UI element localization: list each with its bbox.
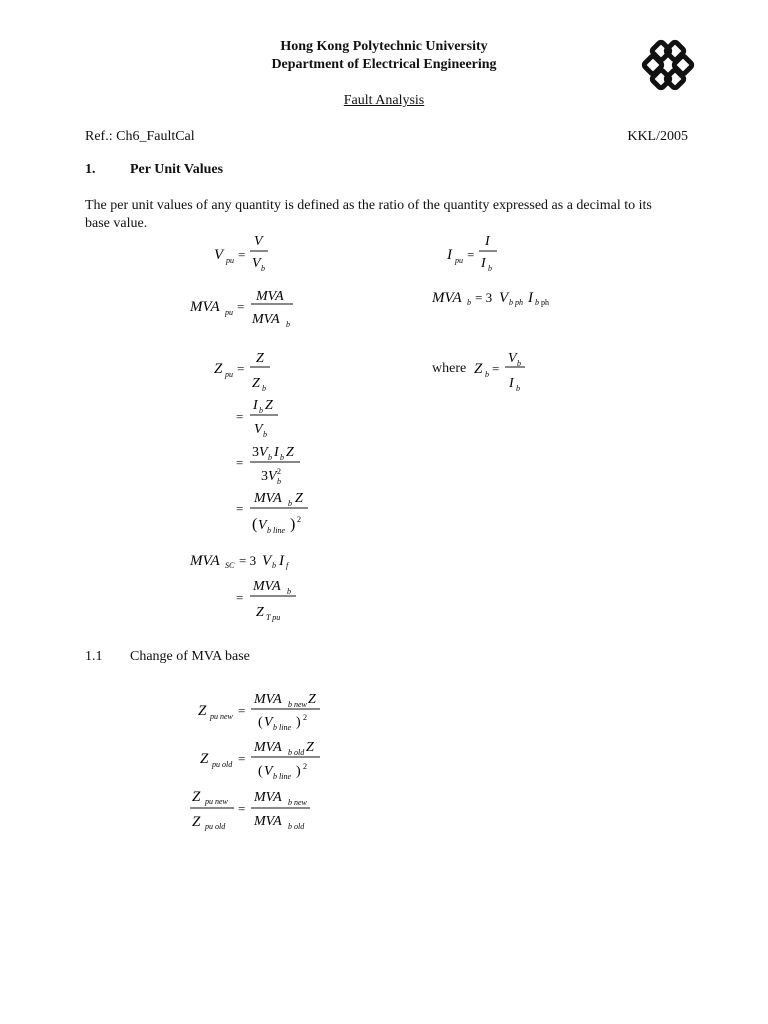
svg-text:=: =: [236, 501, 244, 516]
svg-text:pu new: pu new: [210, 712, 233, 721]
section-title: Per Unit Values: [130, 162, 224, 177]
svg-text:MVA: MVA: [254, 814, 282, 829]
author-year: KKL/2005: [627, 129, 688, 144]
svg-text:MVA: MVA: [190, 299, 220, 315]
svg-text:MVA: MVA: [254, 790, 282, 805]
svg-text:=: =: [237, 361, 245, 376]
svg-text:2: 2: [303, 713, 307, 722]
svg-text:V: V: [254, 422, 263, 437]
svg-text:Z: Z: [200, 751, 209, 767]
equation-current-pu: [445, 232, 515, 278]
svg-text:Z: Z: [286, 445, 294, 460]
svg-text:b: b: [263, 430, 267, 439]
svg-text:Z: Z: [198, 703, 207, 719]
svg-text:Z: Z: [474, 361, 483, 377]
svg-text:=: =: [236, 590, 244, 605]
svg-text:I: I: [274, 445, 279, 460]
svg-text:b: b: [485, 370, 489, 379]
svg-text:pu: pu: [225, 370, 233, 379]
where-label: where: [432, 361, 467, 376]
svg-text:b: b: [272, 561, 276, 570]
svg-text:3: 3: [261, 469, 268, 484]
svg-text:b: b: [286, 320, 290, 329]
svg-text:pu new: pu new: [205, 797, 228, 806]
svg-text:T pu: T pu: [266, 613, 281, 622]
equation-impedance-pu: [212, 346, 322, 538]
svg-text:b ph: b ph: [535, 298, 549, 307]
reference-label: Ref.: Ch6_FaultCal: [85, 129, 195, 144]
svg-text:V: V: [264, 715, 273, 730]
svg-text:b: b: [262, 384, 266, 393]
svg-text:Z: Z: [265, 398, 273, 413]
equation-short-circuit-mva: [190, 548, 310, 624]
svg-text:I: I: [528, 290, 533, 306]
equation-impedance-ratio: [190, 784, 320, 834]
svg-text:Z: Z: [192, 814, 201, 830]
svg-text:b: b: [280, 453, 284, 462]
svg-text:b old: b old: [288, 822, 305, 831]
svg-text:V: V: [254, 234, 263, 249]
svg-text:I: I: [253, 398, 258, 413]
svg-text:b: b: [287, 587, 291, 596]
svg-text:b new: b new: [288, 798, 307, 807]
svg-text:= 3: = 3: [239, 553, 257, 568]
svg-text:pu old: pu old: [212, 760, 233, 769]
svg-text:b: b: [467, 298, 471, 307]
svg-text:Z: Z: [256, 605, 264, 620]
svg-text:=: =: [238, 703, 246, 718]
subsection-title: Change of MVA base: [130, 649, 250, 664]
svg-text:V: V: [264, 764, 273, 779]
svg-text:): ): [290, 516, 296, 533]
svg-text:= 3: = 3: [475, 290, 493, 305]
svg-text:2: 2: [303, 762, 307, 771]
intro-text-line2: base value.: [85, 216, 148, 231]
svg-text:=: =: [238, 751, 246, 766]
svg-text:pu: pu: [226, 256, 234, 265]
equation-base-impedance: [474, 346, 544, 392]
svg-text:b: b: [259, 406, 263, 415]
svg-text:MVA: MVA: [254, 692, 282, 707]
svg-text:pu old: pu old: [205, 822, 226, 831]
svg-text:=: =: [238, 247, 246, 262]
svg-text:(: (: [252, 516, 258, 533]
svg-text:b: b: [516, 384, 520, 393]
svg-text:b: b: [288, 499, 292, 508]
svg-text:I: I: [481, 256, 486, 271]
svg-text:pu: pu: [455, 256, 463, 265]
svg-text:b old: b old: [288, 748, 305, 757]
document-subject: Fault Analysis: [343, 93, 425, 108]
svg-text:Z: Z: [308, 692, 316, 707]
svg-text:I: I: [485, 234, 490, 249]
svg-text:Z: Z: [295, 491, 303, 506]
svg-text:): ): [296, 715, 301, 730]
intro-text-line1: The per unit values of any quantity is defined as the ratio of the quantity expressed as a decimal to its: [85, 198, 652, 213]
svg-text:=: =: [236, 455, 244, 470]
svg-text:=: =: [467, 247, 475, 262]
svg-text:b line: b line: [273, 772, 291, 781]
section-number: 1.: [85, 162, 96, 177]
svg-text:b line: b line: [273, 723, 291, 732]
svg-text:(: (: [258, 764, 263, 779]
svg-text:): ): [296, 764, 301, 779]
svg-text:b: b: [517, 359, 521, 368]
svg-text:MVA: MVA: [256, 289, 284, 304]
svg-text:MVA: MVA: [432, 290, 462, 306]
subsection-number: 1.1: [85, 649, 103, 664]
svg-text:V: V: [499, 290, 509, 306]
svg-text:Z: Z: [214, 361, 223, 377]
svg-text:MVA: MVA: [254, 740, 282, 755]
department-name: Department of Electrical Engineering: [271, 57, 497, 72]
equation-mva-base: [432, 285, 582, 315]
svg-text:2: 2: [297, 515, 301, 524]
svg-text:pu: pu: [225, 308, 233, 317]
svg-text:=: =: [237, 299, 245, 314]
svg-text:(: (: [258, 715, 263, 730]
svg-text:b new: b new: [288, 700, 307, 709]
svg-text:Z: Z: [256, 351, 264, 366]
svg-text:=: =: [238, 801, 246, 816]
svg-text:MVA: MVA: [190, 553, 220, 569]
svg-text:V: V: [258, 518, 267, 533]
svg-text:b line: b line: [267, 526, 285, 535]
svg-text:V: V: [262, 553, 272, 569]
svg-text:MVA: MVA: [253, 579, 281, 594]
svg-text:f: f: [286, 561, 289, 570]
svg-text:MVA: MVA: [252, 312, 280, 327]
equation-z-pu-old: [198, 736, 328, 782]
equation-voltage-pu: [212, 232, 282, 278]
svg-text:I: I: [509, 376, 514, 391]
svg-text:MVA: MVA: [254, 491, 282, 506]
equation-mva-pu: [190, 285, 300, 331]
university-name: Hong Kong Polytechnic University: [280, 39, 488, 54]
svg-text:Z: Z: [306, 740, 314, 755]
svg-text:2: 2: [277, 467, 281, 476]
svg-text:=: =: [492, 361, 500, 376]
svg-text:I: I: [279, 553, 284, 569]
svg-text:3: 3: [252, 445, 259, 460]
svg-text:b: b: [488, 264, 492, 273]
svg-text:SC: SC: [225, 561, 235, 570]
svg-text:b ph: b ph: [509, 298, 523, 307]
svg-text:b: b: [261, 264, 265, 273]
svg-text:b: b: [268, 453, 272, 462]
svg-text:Z: Z: [192, 789, 201, 805]
svg-text:Z: Z: [252, 376, 260, 391]
svg-text:V: V: [259, 445, 268, 460]
svg-text:V: V: [508, 351, 517, 366]
svg-text:b: b: [277, 477, 281, 486]
svg-text:V: V: [252, 256, 261, 271]
svg-text:=: =: [236, 409, 244, 424]
svg-text:I: I: [447, 247, 452, 263]
svg-text:V: V: [268, 469, 277, 484]
svg-text:V: V: [214, 247, 224, 263]
equation-z-pu-new: [198, 686, 328, 732]
